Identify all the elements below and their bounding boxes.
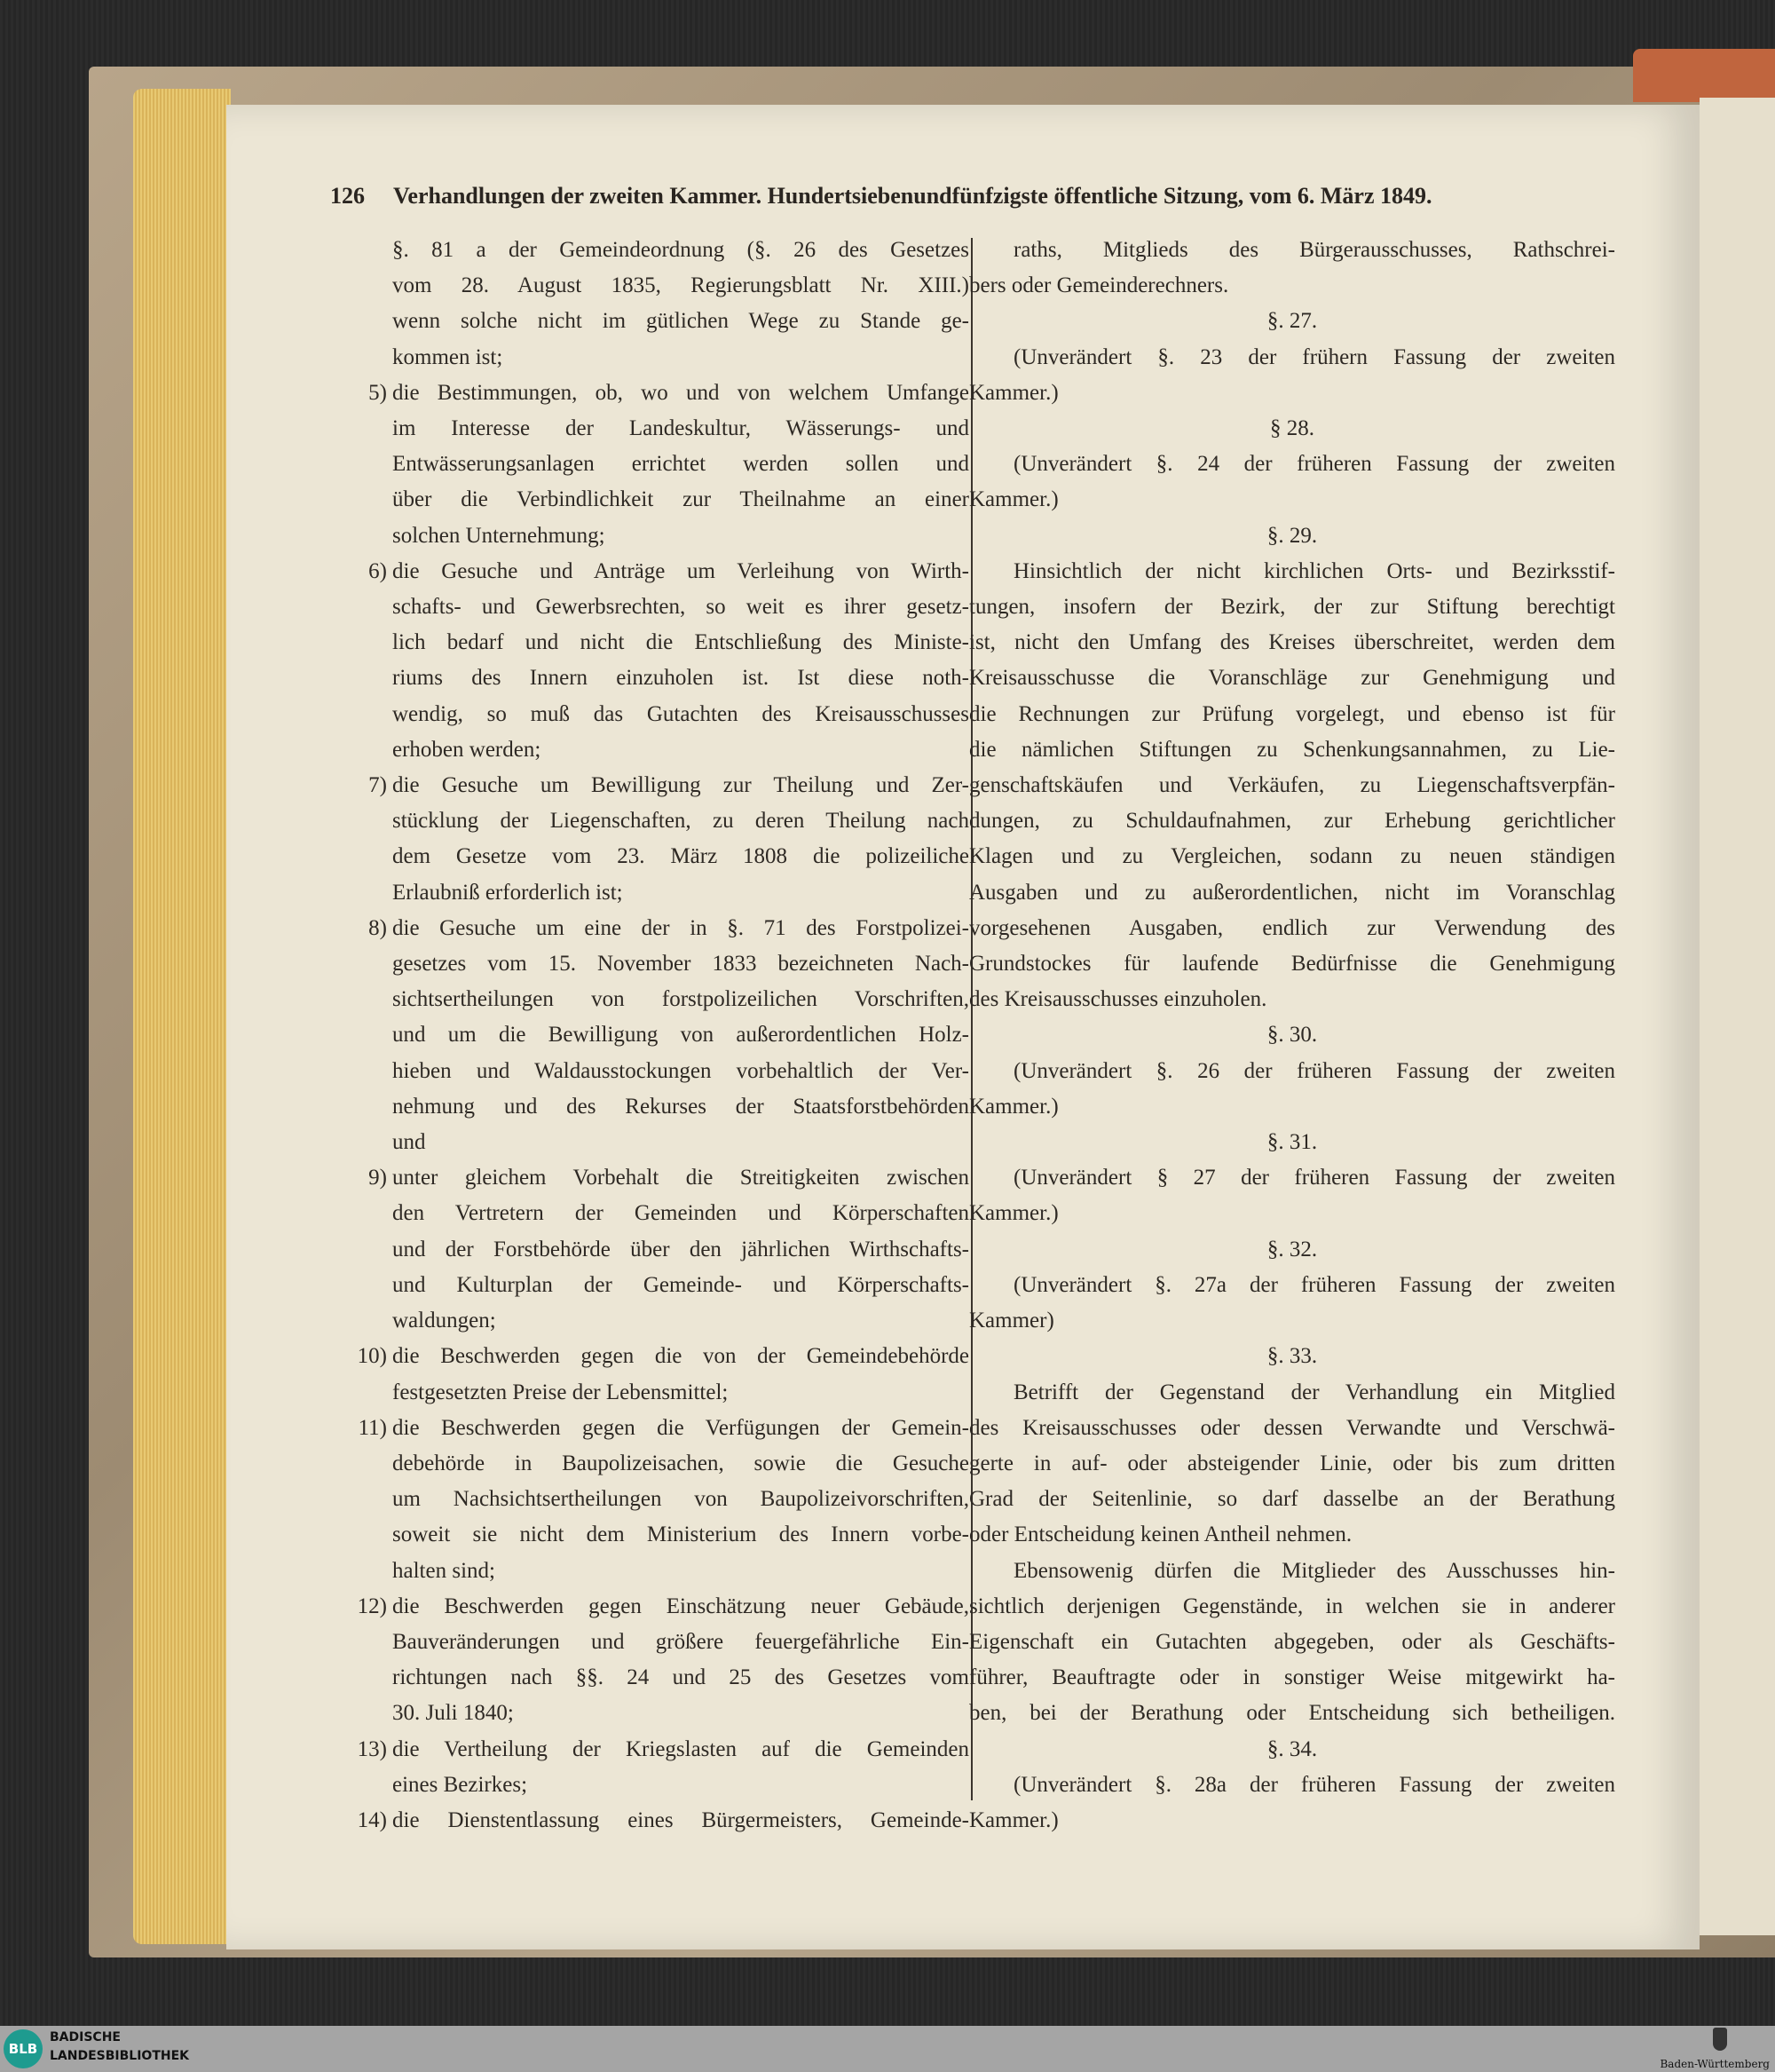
item-number — [328, 589, 392, 625]
text-line: des Kreisausschusses oder dessen Verwandte und Verschwä- — [969, 1415, 1615, 1440]
text-line — [328, 376, 969, 411]
section-heading: §. 32. — [1266, 1237, 1318, 1261]
item-number — [328, 518, 392, 554]
text-line — [328, 1017, 969, 1053]
item-number — [328, 1268, 392, 1303]
line-text: Erlaubniß erforderlich ist; — [392, 880, 623, 905]
line-text: soweit sie nicht dem Ministerium des Innern vorbe- — [392, 1522, 969, 1547]
item-number — [328, 697, 392, 732]
text-line: raths, Mitglieds des Bürgerausschusses, Rathschrei- — [1014, 238, 1615, 262]
text-line — [328, 1054, 969, 1089]
text-line — [328, 946, 969, 982]
item-number: 9) — [368, 1166, 387, 1190]
text-line — [328, 1589, 969, 1625]
text-line — [328, 518, 969, 554]
text-line: ben, bei der Berathung oder Entscheidung sich betheiligen. — [969, 1701, 1615, 1726]
text-line: Ausgaben und zu außerordentlichen, nicht im Voranschlag — [969, 880, 1615, 905]
item-number — [328, 411, 392, 447]
line-text: die Beschwerden gegen Einschätzung neuer Gebäude, — [392, 1594, 969, 1618]
text-line — [328, 1554, 969, 1589]
text-line — [328, 554, 969, 589]
book-spine-corner — [1633, 49, 1775, 102]
line-text: gesetzes vom 15. November 1833 bezeichneten Nach- — [392, 952, 969, 977]
text-line: Kreisausschusse die Voranschläge zur Genehmigung und — [969, 666, 1615, 691]
text-line — [328, 1411, 969, 1446]
line-text: die Vertheilung der Kriegslasten auf die Gemeinden — [392, 1736, 969, 1761]
line-text: debehörde in Baupolizeisachen, sowie die Gesuche — [392, 1451, 969, 1475]
text-line — [328, 1768, 969, 1803]
text-line — [328, 1268, 969, 1303]
text-line: (Unverändert §. 27a der früheren Fassung der zweiten — [1014, 1272, 1615, 1297]
text-line — [328, 911, 969, 946]
item-number — [328, 946, 392, 982]
line-text: über die Verbindlichkeit zur Theilnahme an einer — [392, 487, 969, 512]
line-text: und — [392, 1130, 426, 1155]
text-line: sichtlich derjenigen Gegenstände, in welchen sie in anderer — [969, 1594, 1615, 1618]
footer-bar — [0, 2026, 1775, 2072]
text-line: Kammer) — [969, 1309, 1054, 1333]
text-line: gerte in auf- oder absteigender Linie, oder bis zum dritten — [969, 1451, 1615, 1475]
line-text: die Dienstentlassung eines Bürgermeisters, Gemeinde- — [392, 1807, 969, 1832]
line-text: solchen Unternehmung; — [392, 523, 605, 548]
text-line: (Unverändert §. 23 der frühern Fassung der zweiten — [1014, 344, 1615, 369]
text-line: (Unverändert §. 24 der früheren Fassung der zweiten — [1014, 452, 1615, 477]
item-number — [328, 803, 392, 839]
item-number: 11) — [358, 1415, 387, 1440]
text-line: Grad der Seitenlinie, so darf dasselbe an der Berathung — [969, 1487, 1615, 1512]
text-line — [328, 803, 969, 839]
item-number: 13) — [357, 1736, 387, 1761]
text-line: führer, Beauftragte oder in sonstiger Weise mitgewirkt ha- — [969, 1665, 1615, 1690]
item-number — [328, 625, 392, 660]
item-number — [328, 732, 392, 768]
text-line: tungen, insofern der Bezirk, der zur Stiftung berechtigt — [969, 595, 1615, 620]
text-line: oder Entscheidung keinen Antheil nehmen. — [969, 1522, 1353, 1547]
item-number: 12) — [357, 1594, 387, 1618]
line-text: wendig, so muß das Gutachten des Kreisausschusses — [392, 701, 969, 726]
library-name-line1: BADISCHE — [50, 2030, 121, 2044]
item-number — [328, 1125, 392, 1160]
text-line — [328, 268, 969, 304]
text-line — [328, 1625, 969, 1660]
text-line — [328, 447, 969, 482]
text-line: vorgesehenen Ausgaben, endlich zur Verwendung des — [969, 915, 1615, 940]
text-line — [328, 1375, 969, 1411]
section-heading: §. 33. — [1266, 1344, 1318, 1369]
line-text: unter gleichem Vorbehalt die Streitigkeiten zwischen — [392, 1166, 969, 1190]
text-line — [328, 1232, 969, 1268]
item-number — [328, 447, 392, 482]
line-text: §. 81 a der Gemeindeordnung (§. 26 des Gesetzes — [392, 238, 969, 262]
text-line: die nämlichen Stiftungen zu Schenkungsannahmen, zu Lie- — [969, 737, 1615, 762]
line-text: die Beschwerden gegen die von der Gemeindebehörde — [392, 1344, 969, 1369]
item-number — [328, 1054, 392, 1089]
item-number: 10) — [357, 1344, 387, 1369]
text-line — [328, 340, 969, 376]
line-text: halten sind; — [392, 1558, 495, 1583]
item-number — [328, 1660, 392, 1696]
page-number: 126 — [330, 183, 365, 209]
text-line — [328, 625, 969, 660]
text-line — [328, 304, 969, 339]
text-line: genschaftskäufen und Verkäufen, zu Liegenschaftsverpfän- — [969, 773, 1615, 798]
line-text: festgesetzten Preise der Lebensmittel; — [392, 1380, 729, 1404]
text-line — [328, 875, 969, 911]
line-text: sichtsertheilungen von forstpolizeilichen Vorschriften, — [392, 987, 969, 1012]
text-line: Hinsichtlich der nicht kirchlichen Orts- und Bezirksstif- — [1014, 558, 1615, 583]
blb-logo[interactable]: BLB — [4, 2029, 43, 2068]
line-text: wenn solche nicht im gütlichen Wege zu Stande ge- — [392, 309, 969, 334]
text-line: dungen, zu Schuldaufnahmen, zur Erhebung gerichtlicher — [969, 809, 1615, 834]
item-number — [328, 1482, 392, 1517]
line-text: die Bestimmungen, ob, wo und von welchem Umfange — [392, 380, 969, 405]
item-number: 8) — [368, 915, 387, 940]
line-text: die Beschwerden gegen die Verfügungen der Gemein- — [392, 1415, 969, 1440]
text-line: Kammer.) — [969, 487, 1059, 512]
line-text: riums des Innern einzuholen ist. Ist diese noth- — [392, 666, 969, 691]
line-text: stücklung der Liegenschaften, zu deren Theilung nach — [392, 809, 969, 834]
line-text: vom 28. August 1835, Regierungsblatt Nr. XIII.) — [392, 273, 969, 298]
text-line — [328, 982, 969, 1017]
page-edges — [133, 89, 231, 1944]
text-line — [328, 732, 969, 768]
text-line — [328, 1160, 969, 1196]
text-line — [328, 839, 969, 874]
section-heading: §. 31. — [1266, 1130, 1318, 1155]
line-text: hieben und Waldausstockungen vorbehaltlich der Ver- — [392, 1058, 969, 1083]
line-text: im Interesse der Landeskultur, Wässerungs- und — [392, 416, 969, 441]
text-line — [328, 482, 969, 518]
item-number: 7) — [368, 773, 387, 798]
text-line — [328, 1803, 969, 1839]
item-number — [328, 304, 392, 339]
section-heading: § 28. — [1270, 416, 1314, 441]
line-text: erhoben werden; — [392, 737, 541, 762]
line-text: schafts- und Gewerbsrechten, so weit es ihrer gesetz- — [392, 595, 969, 620]
item-number — [328, 1446, 392, 1482]
text-line: Betrifft der Gegenstand der Verhandlung ein Mitglied — [1014, 1380, 1615, 1404]
item-number — [328, 875, 392, 911]
line-text: Bauveränderungen und größere feuergefährliche Ein- — [392, 1629, 969, 1654]
line-text: Entwässerungsanlagen errichtet werden sollen und — [392, 452, 969, 477]
item-number — [328, 1625, 392, 1660]
item-number — [328, 1554, 392, 1589]
text-line: (Unverändert §. 28a der früheren Fassung der zweiten — [1014, 1772, 1615, 1797]
text-line: Klagen und zu Vergleichen, sodann zu neuen ständigen — [969, 844, 1615, 869]
text-line: Eigenschaft ein Gutachten abgegeben, oder als Geschäfts- — [969, 1629, 1615, 1654]
text-line — [328, 1660, 969, 1696]
text-line: Ebensowenig dürfen die Mitglieder des Ausschusses hin- — [1014, 1558, 1615, 1583]
header-title: Verhandlungen der zweiten Kammer. Hundertsiebenundfünfzigste öffentliche Sitzung, vom 6. März 1849. — [393, 183, 1432, 209]
right-text-column — [969, 233, 1615, 1839]
line-text: kommen ist; — [392, 344, 503, 369]
item-number — [328, 1017, 392, 1053]
text-line — [328, 1196, 969, 1231]
text-line — [328, 697, 969, 732]
item-number: 5) — [368, 380, 387, 405]
item-number — [328, 1089, 392, 1125]
library-name-line2: LANDESBIBLIOTHEK — [50, 2049, 190, 2063]
text-line — [328, 660, 969, 696]
line-text: und um die Bewilligung von außerordentlichen Holz- — [392, 1023, 969, 1048]
left-text-column — [328, 233, 969, 1839]
line-text: und der Forstbehörde über den jährlichen Wirthschafts- — [392, 1237, 969, 1261]
line-text: um Nachsichtsertheilungen von Baupolizeivorschriften, — [392, 1487, 969, 1512]
running-header — [330, 181, 1582, 211]
item-number — [328, 1232, 392, 1268]
item-number — [328, 1517, 392, 1553]
section-heading: §. 34. — [1266, 1736, 1318, 1761]
text-line: des Kreisausschusses einzuholen. — [969, 987, 1267, 1012]
text-line — [328, 411, 969, 447]
item-number — [328, 982, 392, 1017]
state-label: Baden-Württemberg — [1660, 2058, 1770, 2070]
section-heading: §. 29. — [1266, 523, 1318, 548]
text-line: Kammer.) — [969, 1201, 1059, 1226]
text-line: (Unverändert § 27 der früheren Fassung der zweiten — [1014, 1166, 1615, 1190]
text-line: Kammer.) — [969, 1807, 1059, 1832]
text-line — [328, 1303, 969, 1339]
text-line: Grundstockes für laufende Bedürfnisse die Genehmigung — [969, 952, 1615, 977]
item-number — [328, 1196, 392, 1231]
line-text: die Gesuche um eine der in §. 71 des Forstpolizei- — [392, 915, 969, 940]
text-line: Kammer.) — [969, 1094, 1059, 1119]
line-text: nehmung und des Rekurses der Staatsforstbehörden — [392, 1094, 969, 1119]
item-number — [328, 233, 392, 268]
line-text: 30. Juli 1840; — [392, 1701, 514, 1726]
text-line — [328, 1089, 969, 1125]
item-number — [328, 1375, 392, 1411]
text-line — [328, 1446, 969, 1482]
text-line: ist, nicht den Umfang des Kreises überschreitet, werden dem — [969, 630, 1615, 655]
text-line — [328, 768, 969, 803]
next-page-edge — [1700, 98, 1775, 1935]
section-heading: §. 27. — [1266, 309, 1318, 334]
line-text: den Vertretern der Gemeinden und Körperschaften — [392, 1201, 969, 1226]
text-line — [328, 589, 969, 625]
line-text: waldungen; — [392, 1309, 496, 1333]
text-line: die Rechnungen zur Prüfung vorgelegt, und ebenso ist für — [969, 701, 1615, 726]
line-text: lich bedarf und nicht die Entschließung des Ministe- — [392, 630, 969, 655]
item-number — [328, 839, 392, 874]
state-crest-icon — [1713, 2028, 1727, 2051]
item-number — [328, 1768, 392, 1803]
item-number — [328, 268, 392, 304]
text-line — [328, 1732, 969, 1768]
line-text: dem Gesetze vom 23. März 1808 die polizeiliche — [392, 844, 969, 869]
text-line — [328, 1125, 969, 1160]
line-text: eines Bezirkes; — [392, 1772, 528, 1797]
item-number: 14) — [357, 1807, 387, 1832]
item-number: 6) — [368, 558, 387, 583]
text-line — [328, 233, 969, 268]
item-number — [328, 340, 392, 376]
text-line — [328, 1696, 969, 1731]
text-line — [328, 1517, 969, 1553]
line-text: und Kulturplan der Gemeinde- und Körperschafts- — [392, 1272, 969, 1297]
text-line — [328, 1339, 969, 1374]
line-text: richtungen nach §§. 24 und 25 des Gesetzes vom — [392, 1665, 969, 1690]
text-line: (Unverändert §. 26 der früheren Fassung der zweiten — [1014, 1058, 1615, 1083]
text-line: Kammer.) — [969, 380, 1059, 405]
text-line — [328, 1482, 969, 1517]
line-text: die Gesuche und Anträge um Verleihung von Wirth- — [392, 558, 969, 583]
item-number — [328, 1696, 392, 1731]
item-number — [328, 660, 392, 696]
item-number — [328, 1303, 392, 1339]
text-line: bers oder Gemeinderechners. — [969, 273, 1229, 298]
line-text: die Gesuche um Bewilligung zur Theilung und Zer- — [392, 773, 969, 798]
item-number — [328, 482, 392, 518]
section-heading: §. 30. — [1266, 1023, 1318, 1048]
